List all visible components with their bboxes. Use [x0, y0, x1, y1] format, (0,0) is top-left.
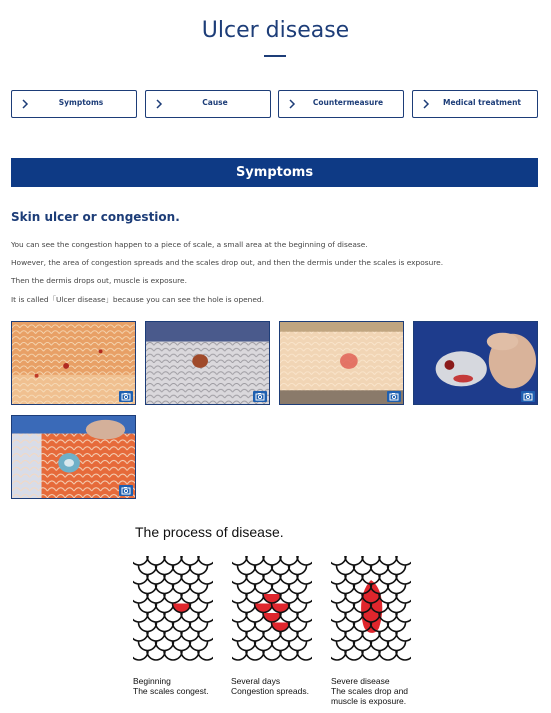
tab-cause[interactable] — [145, 90, 271, 118]
scale-outline — [156, 642, 174, 651]
scale-outline — [255, 585, 273, 594]
camera-icon — [521, 391, 535, 402]
scale-outline — [337, 604, 355, 613]
congested-scale — [255, 604, 273, 613]
scale-outline — [181, 613, 199, 622]
scale-outline — [255, 623, 273, 632]
scale-outline — [246, 651, 264, 660]
scale-outline — [232, 651, 247, 660]
scale-outline — [164, 651, 182, 660]
scale-outline — [255, 566, 273, 575]
scale-outline — [379, 556, 397, 565]
scale-outline — [198, 594, 213, 603]
scale-outline — [371, 566, 389, 575]
koi-head-in-hand-image — [414, 322, 537, 404]
scale-outline — [354, 642, 372, 651]
section-header-bar — [11, 158, 538, 187]
scale-outline — [345, 556, 363, 565]
scale-outline — [388, 623, 406, 632]
congested-scale — [263, 594, 281, 603]
scale-outline — [198, 651, 213, 660]
paragraph: Then the dermis drops out, muscle is exposure. — [11, 276, 187, 285]
scale-outline — [139, 642, 157, 651]
scale-outline — [263, 632, 281, 641]
tab-label: Symptoms — [58, 98, 104, 107]
scale-outline — [263, 575, 281, 584]
scale-outline — [396, 613, 411, 622]
scale-outline — [156, 623, 174, 632]
scale-outline — [190, 566, 208, 575]
stage-caption-line: Severe disease — [331, 676, 390, 686]
congested-scale — [263, 613, 281, 622]
white-koi-ulcer-image — [146, 322, 269, 404]
scale-outline — [147, 594, 165, 603]
tab-countermeasure[interactable] — [278, 90, 404, 118]
scale-outline — [345, 632, 363, 641]
scale-outline — [190, 604, 208, 613]
scale-outline — [181, 632, 199, 641]
scale-outline — [272, 566, 290, 575]
scale-outline — [354, 566, 372, 575]
scale-outline — [232, 613, 247, 622]
congested-scale — [272, 623, 290, 632]
scale-outline — [246, 556, 264, 565]
scale-outline — [181, 556, 199, 565]
scale-outline — [156, 604, 174, 613]
fish-photo-3[interactable] — [279, 321, 404, 405]
scale-outline — [246, 632, 264, 641]
scale-outline — [181, 575, 199, 584]
camera-icon — [119, 485, 133, 496]
scale-outline — [263, 556, 281, 565]
scale-outline — [388, 566, 406, 575]
scale-outline — [345, 594, 363, 603]
scale-outline — [272, 585, 290, 594]
tab-label: Medical treatment — [442, 98, 522, 107]
scale-outline — [232, 632, 247, 641]
camera-icon — [119, 391, 133, 402]
process-title: The process of disease. — [135, 524, 284, 540]
scale-outline — [331, 575, 346, 584]
scale-outline — [362, 556, 380, 565]
scale-outline — [388, 604, 406, 613]
scale-outline — [238, 604, 256, 613]
stage-diagram-several-days — [232, 550, 312, 665]
paragraph: You can see the congestion happen to a piece of scale, a small area at the beginning of disease. — [11, 240, 368, 249]
scale-outline — [173, 566, 191, 575]
congested-scale — [173, 604, 191, 613]
scale-outline — [280, 632, 298, 641]
scale-outline — [147, 632, 165, 641]
scale-outline — [147, 651, 165, 660]
scale-outline — [133, 575, 148, 584]
scale-outline — [362, 651, 380, 660]
scale-outline — [232, 594, 247, 603]
scale-outline — [246, 594, 264, 603]
fish-photo-4[interactable] — [413, 321, 538, 405]
camera-icon — [253, 391, 267, 402]
scale-outline — [147, 556, 165, 565]
scale-outline — [238, 585, 256, 594]
stage-diagram-beginning — [133, 550, 213, 665]
scale-outline — [280, 556, 298, 565]
scale-outline — [190, 623, 208, 632]
scale-outline — [238, 623, 256, 632]
scale-outline — [173, 642, 191, 651]
scale-outline — [238, 642, 256, 651]
scale-outline — [255, 642, 273, 651]
title-underline — [264, 55, 286, 57]
scale-outline — [345, 613, 363, 622]
scale-outline — [362, 632, 380, 641]
scale-outline — [133, 556, 148, 565]
scale-outline — [388, 642, 406, 651]
stage-caption-2 — [231, 676, 309, 696]
koi-congestion-image — [280, 322, 403, 404]
scale-outline — [331, 632, 346, 641]
scale-outline — [345, 575, 363, 584]
scale-outline — [297, 651, 312, 660]
scale-outline — [173, 623, 191, 632]
scale-outline — [133, 594, 148, 603]
scale-outline — [396, 594, 411, 603]
scale-outline — [289, 566, 307, 575]
scale-outline — [371, 642, 389, 651]
content-heading: Skin ulcer or congestion. — [11, 210, 180, 224]
stage-caption-1 — [133, 676, 209, 696]
chevron-right-icon — [20, 97, 30, 111]
scale-outline — [289, 642, 307, 651]
stage-caption-line: The scales drop and — [331, 686, 409, 696]
section-tabs — [11, 90, 538, 118]
scale-outline — [297, 575, 312, 584]
stage-caption-line: Congestion spreads. — [231, 686, 309, 696]
scale-outline — [297, 632, 312, 641]
scale-outline — [379, 575, 397, 584]
scale-outline — [289, 585, 307, 594]
scale-outline — [246, 613, 264, 622]
scale-outline — [147, 613, 165, 622]
scale-outline — [190, 585, 208, 594]
scale-outline — [396, 632, 411, 641]
scale-outline — [156, 585, 174, 594]
paragraph: It is called「Ulcer disease」because you can see the hole is opened. — [11, 295, 264, 304]
scale-outline — [280, 613, 298, 622]
scale-outline — [156, 566, 174, 575]
scale-outline — [164, 556, 182, 565]
scale-outline — [173, 585, 191, 594]
scale-outline — [139, 604, 157, 613]
tab-symptoms[interactable] — [11, 90, 137, 118]
scale-outline — [164, 594, 182, 603]
scale-outline — [139, 566, 157, 575]
scale-outline — [297, 594, 312, 603]
scale-outline — [345, 651, 363, 660]
stage-caption-3 — [331, 676, 408, 706]
scale-outline — [289, 604, 307, 613]
tab-label: Countermeasure — [312, 98, 384, 107]
scale-diagram — [331, 550, 411, 665]
scale-outline — [164, 613, 182, 622]
page-title: Ulcer disease — [201, 18, 350, 43]
scale-outline — [181, 594, 199, 603]
scale-outline — [337, 566, 355, 575]
scale-outline — [198, 632, 213, 641]
scale-outline — [139, 585, 157, 594]
scale-outline — [272, 642, 290, 651]
scale-outline — [133, 651, 148, 660]
scale-outline — [331, 594, 346, 603]
scale-outline — [232, 575, 247, 584]
scale-outline — [337, 623, 355, 632]
scale-diagram — [232, 550, 312, 665]
scale-outline — [232, 556, 247, 565]
scale-outline — [331, 651, 346, 660]
scale-outline — [280, 594, 298, 603]
scale-outline — [396, 556, 411, 565]
scale-outline — [133, 613, 148, 622]
camera-icon — [387, 391, 401, 402]
scale-outline — [289, 623, 307, 632]
tab-label: Cause — [202, 98, 228, 107]
scale-outline — [181, 651, 199, 660]
paragraph: However, the area of congestion spreads and the scales drop out, and then the dermis under the scales is exposure. — [11, 258, 444, 267]
scale-outline — [297, 556, 312, 565]
scale-outline — [164, 575, 182, 584]
chevron-right-icon — [154, 97, 164, 111]
scale-outline — [280, 651, 298, 660]
scale-outline — [147, 575, 165, 584]
scale-outline — [280, 575, 298, 584]
scale-outline — [198, 575, 213, 584]
fish-photo-5[interactable] — [11, 415, 136, 499]
scale-outline — [337, 642, 355, 651]
tab-medical-treatment[interactable] — [412, 90, 538, 118]
scale-outline — [396, 651, 411, 660]
stage-diagram-severe — [331, 550, 411, 665]
scale-outline — [396, 575, 411, 584]
scale-diagram — [133, 550, 213, 665]
scale-outline — [133, 632, 148, 641]
scale-outline — [246, 575, 264, 584]
scale-outline — [190, 642, 208, 651]
scale-outline — [164, 632, 182, 641]
stage-caption-line: Beginning — [133, 676, 171, 686]
scale-outline — [238, 566, 256, 575]
scale-outline — [263, 651, 281, 660]
stage-caption-line: Several days — [231, 676, 281, 686]
stage-caption-line: muscle is exposure. — [331, 696, 407, 706]
koi-severe-ulcer-image — [12, 416, 135, 498]
scale-outline — [297, 613, 312, 622]
chevron-right-icon — [421, 97, 431, 111]
scale-outline — [139, 623, 157, 632]
koi-scales-image — [12, 322, 135, 404]
scale-outline — [331, 556, 346, 565]
fish-photo-2[interactable] — [145, 321, 270, 405]
scale-outline — [337, 585, 355, 594]
scale-outline — [198, 556, 213, 565]
scale-outline — [198, 613, 213, 622]
scale-outline — [388, 585, 406, 594]
scale-outline — [331, 613, 346, 622]
scale-outline — [379, 651, 397, 660]
section-title: Symptoms — [235, 165, 314, 180]
fish-photo-1[interactable] — [11, 321, 136, 405]
stage-caption-line: The scales congest. — [133, 686, 209, 696]
congested-scale — [272, 604, 290, 613]
scale-outline — [379, 632, 397, 641]
chevron-right-icon — [287, 97, 297, 111]
